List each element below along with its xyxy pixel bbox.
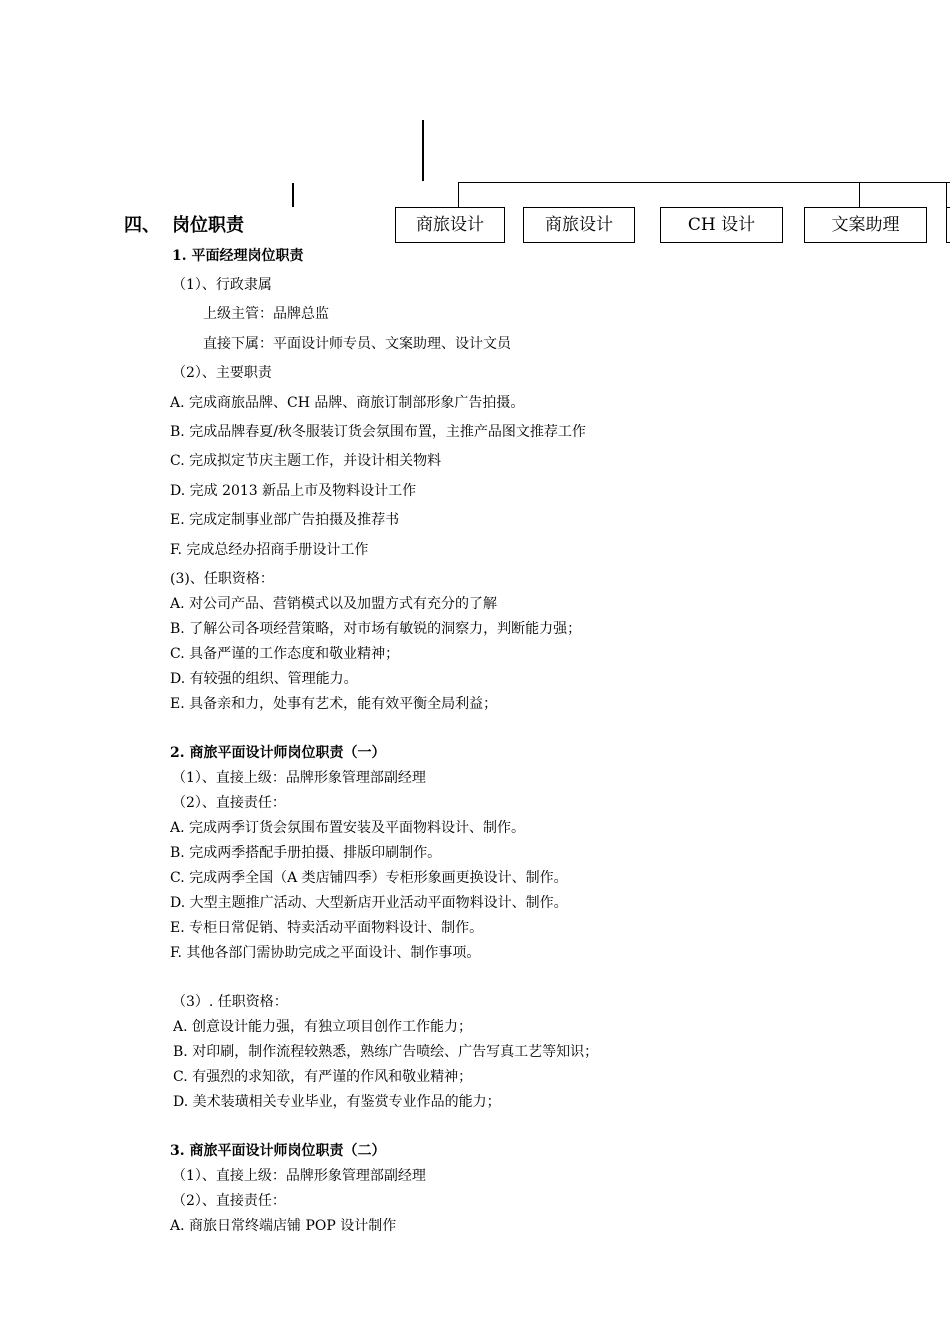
org-connector-drop-1 (458, 182, 459, 207)
part1-subordinates: 直接下属：平面设计师专员、文案助理、设计文员 (203, 336, 511, 352)
part1-duty-d: D. 完成 2013 新品上市及物料设计工作 (170, 483, 417, 499)
part3-duty-a: A. 商旅日常终端店铺 POP 设计制作 (170, 1218, 397, 1234)
org-box-ch-design: CH 设计 (660, 207, 783, 243)
part1-qual-b: B. 了解公司各项经营策略，对市场有敏锐的洞察力，判断能力强； (170, 621, 582, 637)
part1-supervisor: 上级主管：品牌总监 (203, 306, 329, 322)
org-connector-drop-2 (859, 182, 860, 207)
part1-qual-e: E. 具备亲和力，处事有艺术，能有效平衡全局利益； (170, 696, 498, 712)
org-box-shanglv-design-2: 商旅设计 (523, 207, 635, 243)
part1-duty-f: F. 完成总经办招商手册设计工作 (170, 542, 369, 558)
part2-duty-f: F. 其他各部门需协助完成之平面设计、制作事项。 (170, 945, 481, 961)
part3-duties-heading: （2）、直接责任： (172, 1193, 286, 1209)
part2-qual-c: C. 有强烈的求知欲，有严谨的作风和敬业精神； (173, 1069, 473, 1085)
part1-qual-d: D. 有较强的组织、管理能力。 (170, 671, 358, 687)
org-box-shanglv-design-1: 商旅设计 (395, 207, 505, 243)
part1-duty-c: C. 完成拟定节庆主题工作，并设计相关物料 (170, 453, 442, 469)
part2-qual-a: A. 创意设计能力强，有独立项目创作工作能力； (173, 1019, 473, 1035)
part1-duty-a: A. 完成商旅品牌、CH 品牌、商旅订制部形象广告拍摄。 (170, 395, 525, 411)
part3-title: 3. 商旅平面设计师岗位职责（二） (170, 1143, 386, 1159)
part1-admin-heading: （1）、行政隶属 (172, 277, 272, 293)
part3-superior: （1）、直接上级：品牌形象管理部副经理 (172, 1168, 426, 1184)
part2-qual-d: D. 美术装璜相关专业毕业，有鉴赏专业作品的能力； (173, 1094, 501, 1110)
part2-duties-heading: （2）、直接责任： (172, 795, 286, 811)
section-number: 四、 (124, 215, 160, 236)
part2-duty-a: A. 完成两季订货会氛围布置安装及平面物料设计、制作。 (170, 820, 526, 836)
org-box-copywriter-assistant: 文案助理 (804, 207, 927, 243)
part1-title: 1. 平面经理岗位职责 (172, 248, 304, 264)
part2-qual-b: B. 对印刷，制作流程较熟悉，熟练广告喷绘、广告写真工艺等知识； (173, 1044, 599, 1060)
part2-qual-heading: （3）. 任职资格： (172, 994, 288, 1010)
part1-duty-e: E. 完成定制事业部广告拍摄及推荐书 (170, 512, 400, 528)
part1-qual-c: C. 具备严谨的工作态度和敬业精神； (170, 646, 400, 662)
org-connector-drop-3 (946, 182, 947, 207)
part1-qual-a: A. 对公司产品、营销模式以及加盟方式有充分的了解 (170, 596, 498, 612)
org-connector-vertical-main (422, 120, 424, 181)
part2-duty-d: D. 大型主题推广活动、大型新店开业活动平面物料设计、制作。 (170, 895, 568, 911)
section-title: 岗位职责 (172, 215, 244, 236)
part2-title: 2. 商旅平面设计师岗位职责（一） (170, 745, 386, 761)
part2-duty-b: B. 完成两季搭配手册拍摄、排版印刷制作。 (170, 845, 442, 861)
part2-superior: （1）、直接上级：品牌形象管理部副经理 (172, 770, 426, 786)
part2-duty-e: E. 专柜日常促销、特卖活动平面物料设计、制作。 (170, 920, 484, 936)
org-connector-vertical-left (292, 183, 294, 207)
part1-qual-heading: (3)、任职资格： (170, 571, 274, 587)
org-connector-horizontal (458, 182, 950, 183)
part2-duty-c: C. 完成两季全国（A 类店铺四季）专柜形象画更换设计、制作。 (170, 870, 568, 886)
part1-duty-b: B. 完成品牌春夏/秋冬服装订货会氛围布置，主推产品图文推荐工作 (170, 424, 586, 440)
part1-duties-heading: （2）、主要职责 (172, 365, 272, 381)
org-box-cut-off (946, 207, 950, 243)
